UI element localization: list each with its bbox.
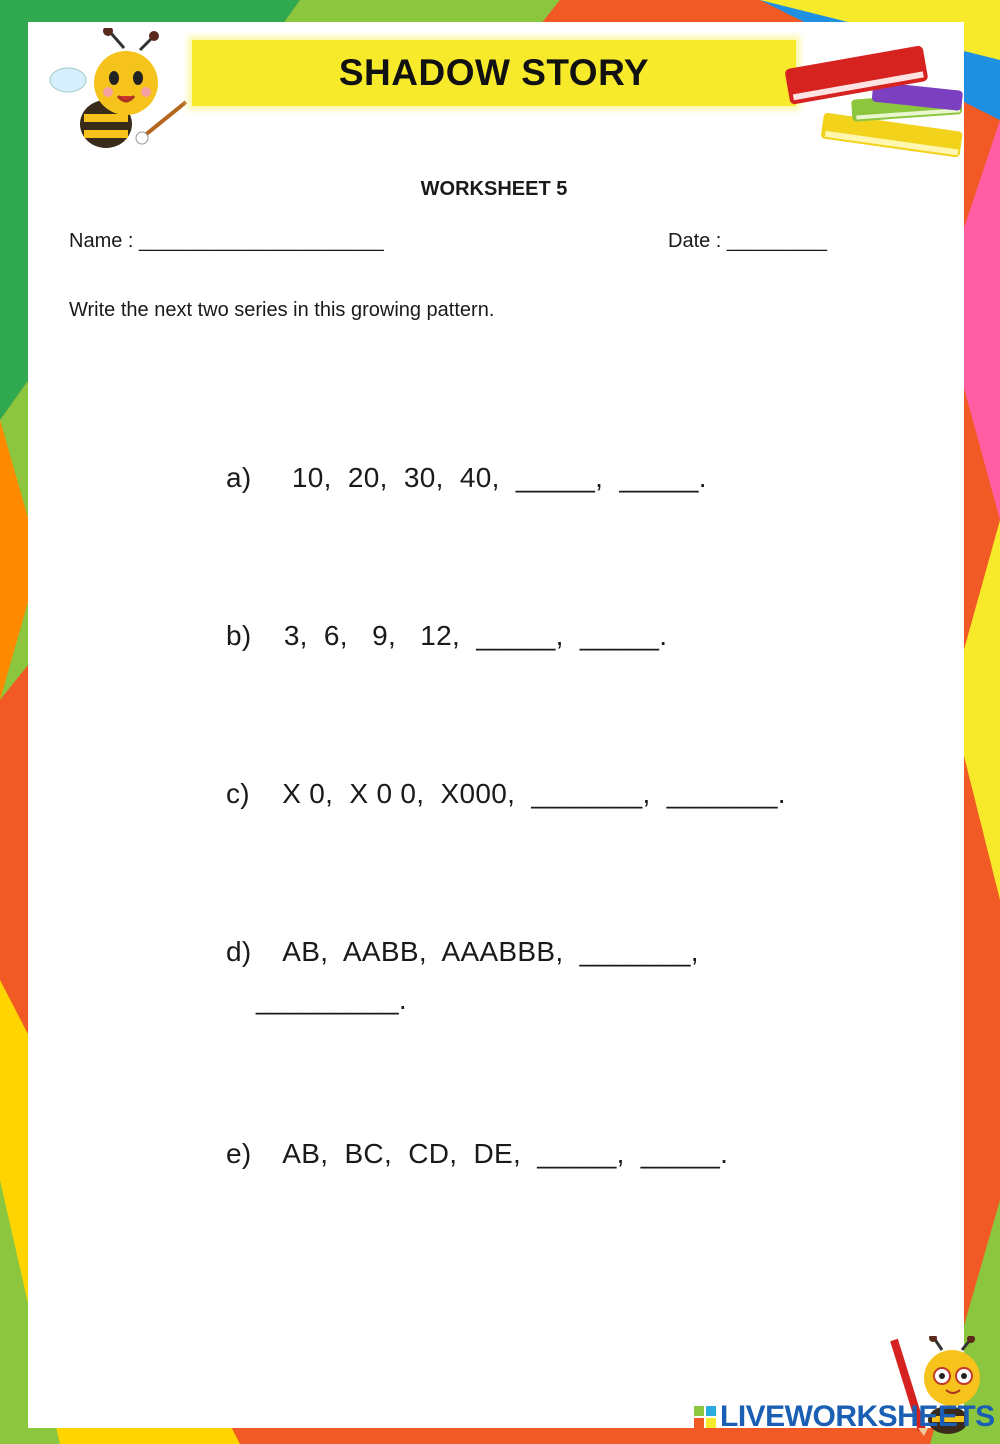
question-a[interactable]: a) 10, 20, 30, 40, _____, _____. <box>226 462 707 493</box>
liveworksheets-logo[interactable] <box>694 1400 995 1434</box>
title-banner <box>192 40 796 106</box>
books-icon <box>782 42 972 162</box>
question-e[interactable]: e) AB, BC, CD, DE, _____, _____. <box>226 1138 729 1169</box>
page-title: SHADOW STORY <box>338 52 650 93</box>
logo-squares-icon <box>694 1406 716 1428</box>
question-d-continuation[interactable]: _________. <box>256 984 407 1015</box>
logo-text: LIVEWORKSHEETS <box>720 1400 995 1433</box>
date-field[interactable]: Date : _________ <box>668 230 828 252</box>
question-b[interactable]: b) 3, 6, 9, 12, _____, _____. <box>226 620 668 651</box>
instruction-text: Write the next two series in this growing pattern. <box>69 299 495 321</box>
bee-teacher-icon <box>44 28 194 153</box>
name-field[interactable]: Name : ______________________ <box>69 230 384 252</box>
question-d[interactable]: d) AB, AABB, AAABBB, _______, <box>226 936 699 967</box>
worksheet-heading: WORKSHEET 5 <box>420 178 568 200</box>
question-c[interactable]: c) X 0, X 0 0, X000, _______, _______. <box>226 778 786 809</box>
